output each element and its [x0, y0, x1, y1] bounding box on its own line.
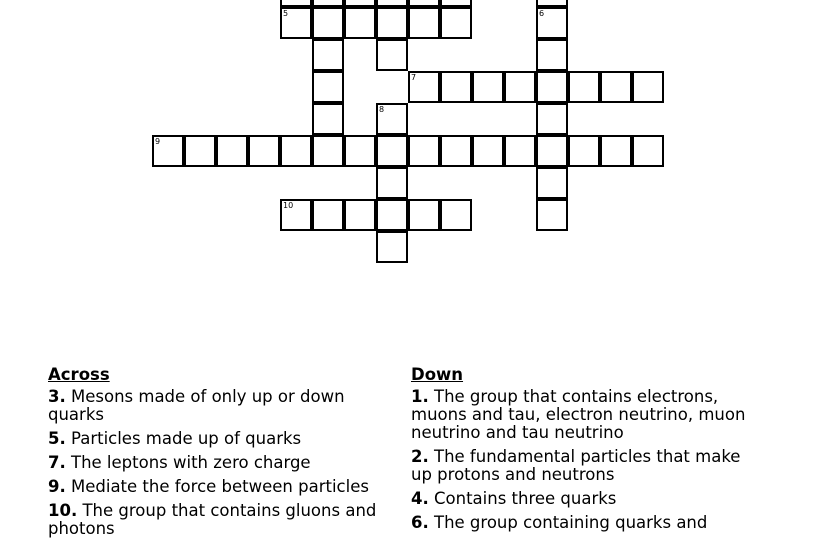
clue-number: 9: [155, 137, 161, 146]
across-clue-list: [48, 388, 384, 538]
clue-item-number: 4.: [411, 489, 429, 508]
clue-item-text: The group that contains gluons and photons: [48, 501, 377, 538]
grid-cell[interactable]: [440, 0, 472, 7]
clue-item: [411, 448, 761, 484]
grid-cell[interactable]: [504, 71, 536, 103]
grid-cell[interactable]: [408, 71, 440, 103]
grid-cell[interactable]: [376, 0, 408, 7]
clue-item: [411, 490, 761, 508]
grid-cell[interactable]: [536, 71, 568, 103]
clue-number: 6: [539, 9, 545, 18]
grid-cell[interactable]: [280, 7, 312, 39]
clue-item-text: The leptons with zero charge: [65, 453, 311, 472]
clue-item-number: 6.: [411, 513, 429, 532]
clue-item: [48, 502, 384, 538]
grid-cell[interactable]: [280, 135, 312, 167]
grid-cell[interactable]: [376, 39, 408, 71]
grid-cell[interactable]: [280, 199, 312, 231]
clue-item: [48, 430, 384, 448]
grid-cell[interactable]: [440, 71, 472, 103]
grid-cell[interactable]: [536, 103, 568, 135]
grid-cell[interactable]: [536, 7, 568, 39]
grid-cell[interactable]: [344, 135, 376, 167]
across-heading: Across: [48, 365, 110, 384]
clue-item-text: Particles made up of quarks: [65, 429, 302, 448]
grid-cell[interactable]: [376, 135, 408, 167]
grid-cell[interactable]: [600, 135, 632, 167]
clue-item-number: 10.: [48, 501, 78, 520]
clue-item: [48, 478, 384, 496]
grid-cell[interactable]: [440, 7, 472, 39]
grid-cell[interactable]: [376, 103, 408, 135]
grid-cell[interactable]: [312, 0, 344, 7]
grid-cell[interactable]: [440, 135, 472, 167]
grid-cell[interactable]: [408, 0, 440, 7]
grid-cell[interactable]: [536, 0, 568, 7]
grid-cell[interactable]: [376, 7, 408, 39]
clue-item-text: The group that contains electrons, muons and tau, electron neutrino, muon neutrino and tau neutrino: [411, 387, 746, 442]
clue-item-number: 7.: [48, 453, 66, 472]
grid-cell[interactable]: [312, 71, 344, 103]
clue-item-number: 1.: [411, 387, 429, 406]
grid-cell[interactable]: [632, 135, 664, 167]
down-clue-list: [411, 388, 761, 532]
grid-cell[interactable]: [344, 0, 376, 7]
clue-item-number: 3.: [48, 387, 66, 406]
clue-item: [411, 388, 761, 442]
clue-item: [411, 514, 761, 532]
grid-cell[interactable]: [312, 7, 344, 39]
grid-cell[interactable]: [504, 135, 536, 167]
grid-cell[interactable]: [408, 199, 440, 231]
grid-cell[interactable]: [376, 199, 408, 231]
grid-cell[interactable]: [312, 39, 344, 71]
clue-item-number: 2.: [411, 447, 429, 466]
grid-cell[interactable]: [312, 135, 344, 167]
grid-cell[interactable]: [152, 135, 184, 167]
clue-item: [48, 388, 384, 424]
grid-cell[interactable]: [248, 135, 280, 167]
clue-number: 8: [379, 105, 385, 114]
clue-item-text: The fundamental particles that make up protons and neutrons: [411, 447, 741, 484]
clue-number: 5: [283, 9, 289, 18]
grid-cell[interactable]: [376, 167, 408, 199]
down-clues: [411, 366, 761, 538]
grid-cell[interactable]: [408, 135, 440, 167]
grid-cell[interactable]: [184, 135, 216, 167]
grid-cell[interactable]: [632, 71, 664, 103]
grid-cell[interactable]: [440, 199, 472, 231]
grid-cell[interactable]: [536, 135, 568, 167]
grid-cell[interactable]: [312, 103, 344, 135]
grid-cell[interactable]: [344, 199, 376, 231]
grid-cell[interactable]: [472, 71, 504, 103]
clue-number: 7: [411, 73, 417, 82]
grid-cell[interactable]: [536, 39, 568, 71]
grid-cell[interactable]: [312, 199, 344, 231]
clue-item-text: Mesons made of only up or down quarks: [48, 387, 345, 424]
grid-cell[interactable]: [408, 7, 440, 39]
grid-cell[interactable]: [216, 135, 248, 167]
clue-item-text: Mediate the force between particles: [65, 477, 369, 496]
clue-item-text: Contains three quarks: [428, 489, 617, 508]
clue-item-number: 9.: [48, 477, 66, 496]
clue-item-text: The group containing quarks and: [428, 513, 708, 532]
grid-cell[interactable]: [344, 7, 376, 39]
grid-cell[interactable]: [568, 135, 600, 167]
grid-cell[interactable]: [600, 71, 632, 103]
grid-cell[interactable]: [536, 167, 568, 199]
across-clues: [48, 366, 384, 544]
clue-item: [48, 454, 384, 472]
down-heading: Down: [411, 365, 464, 384]
grid-cell[interactable]: [280, 0, 312, 7]
grid-cell[interactable]: [568, 71, 600, 103]
clue-number: 10: [283, 201, 294, 210]
grid-cell[interactable]: [376, 231, 408, 263]
clue-item-number: 5.: [48, 429, 66, 448]
grid-cell[interactable]: [472, 135, 504, 167]
grid-cell[interactable]: [536, 199, 568, 231]
